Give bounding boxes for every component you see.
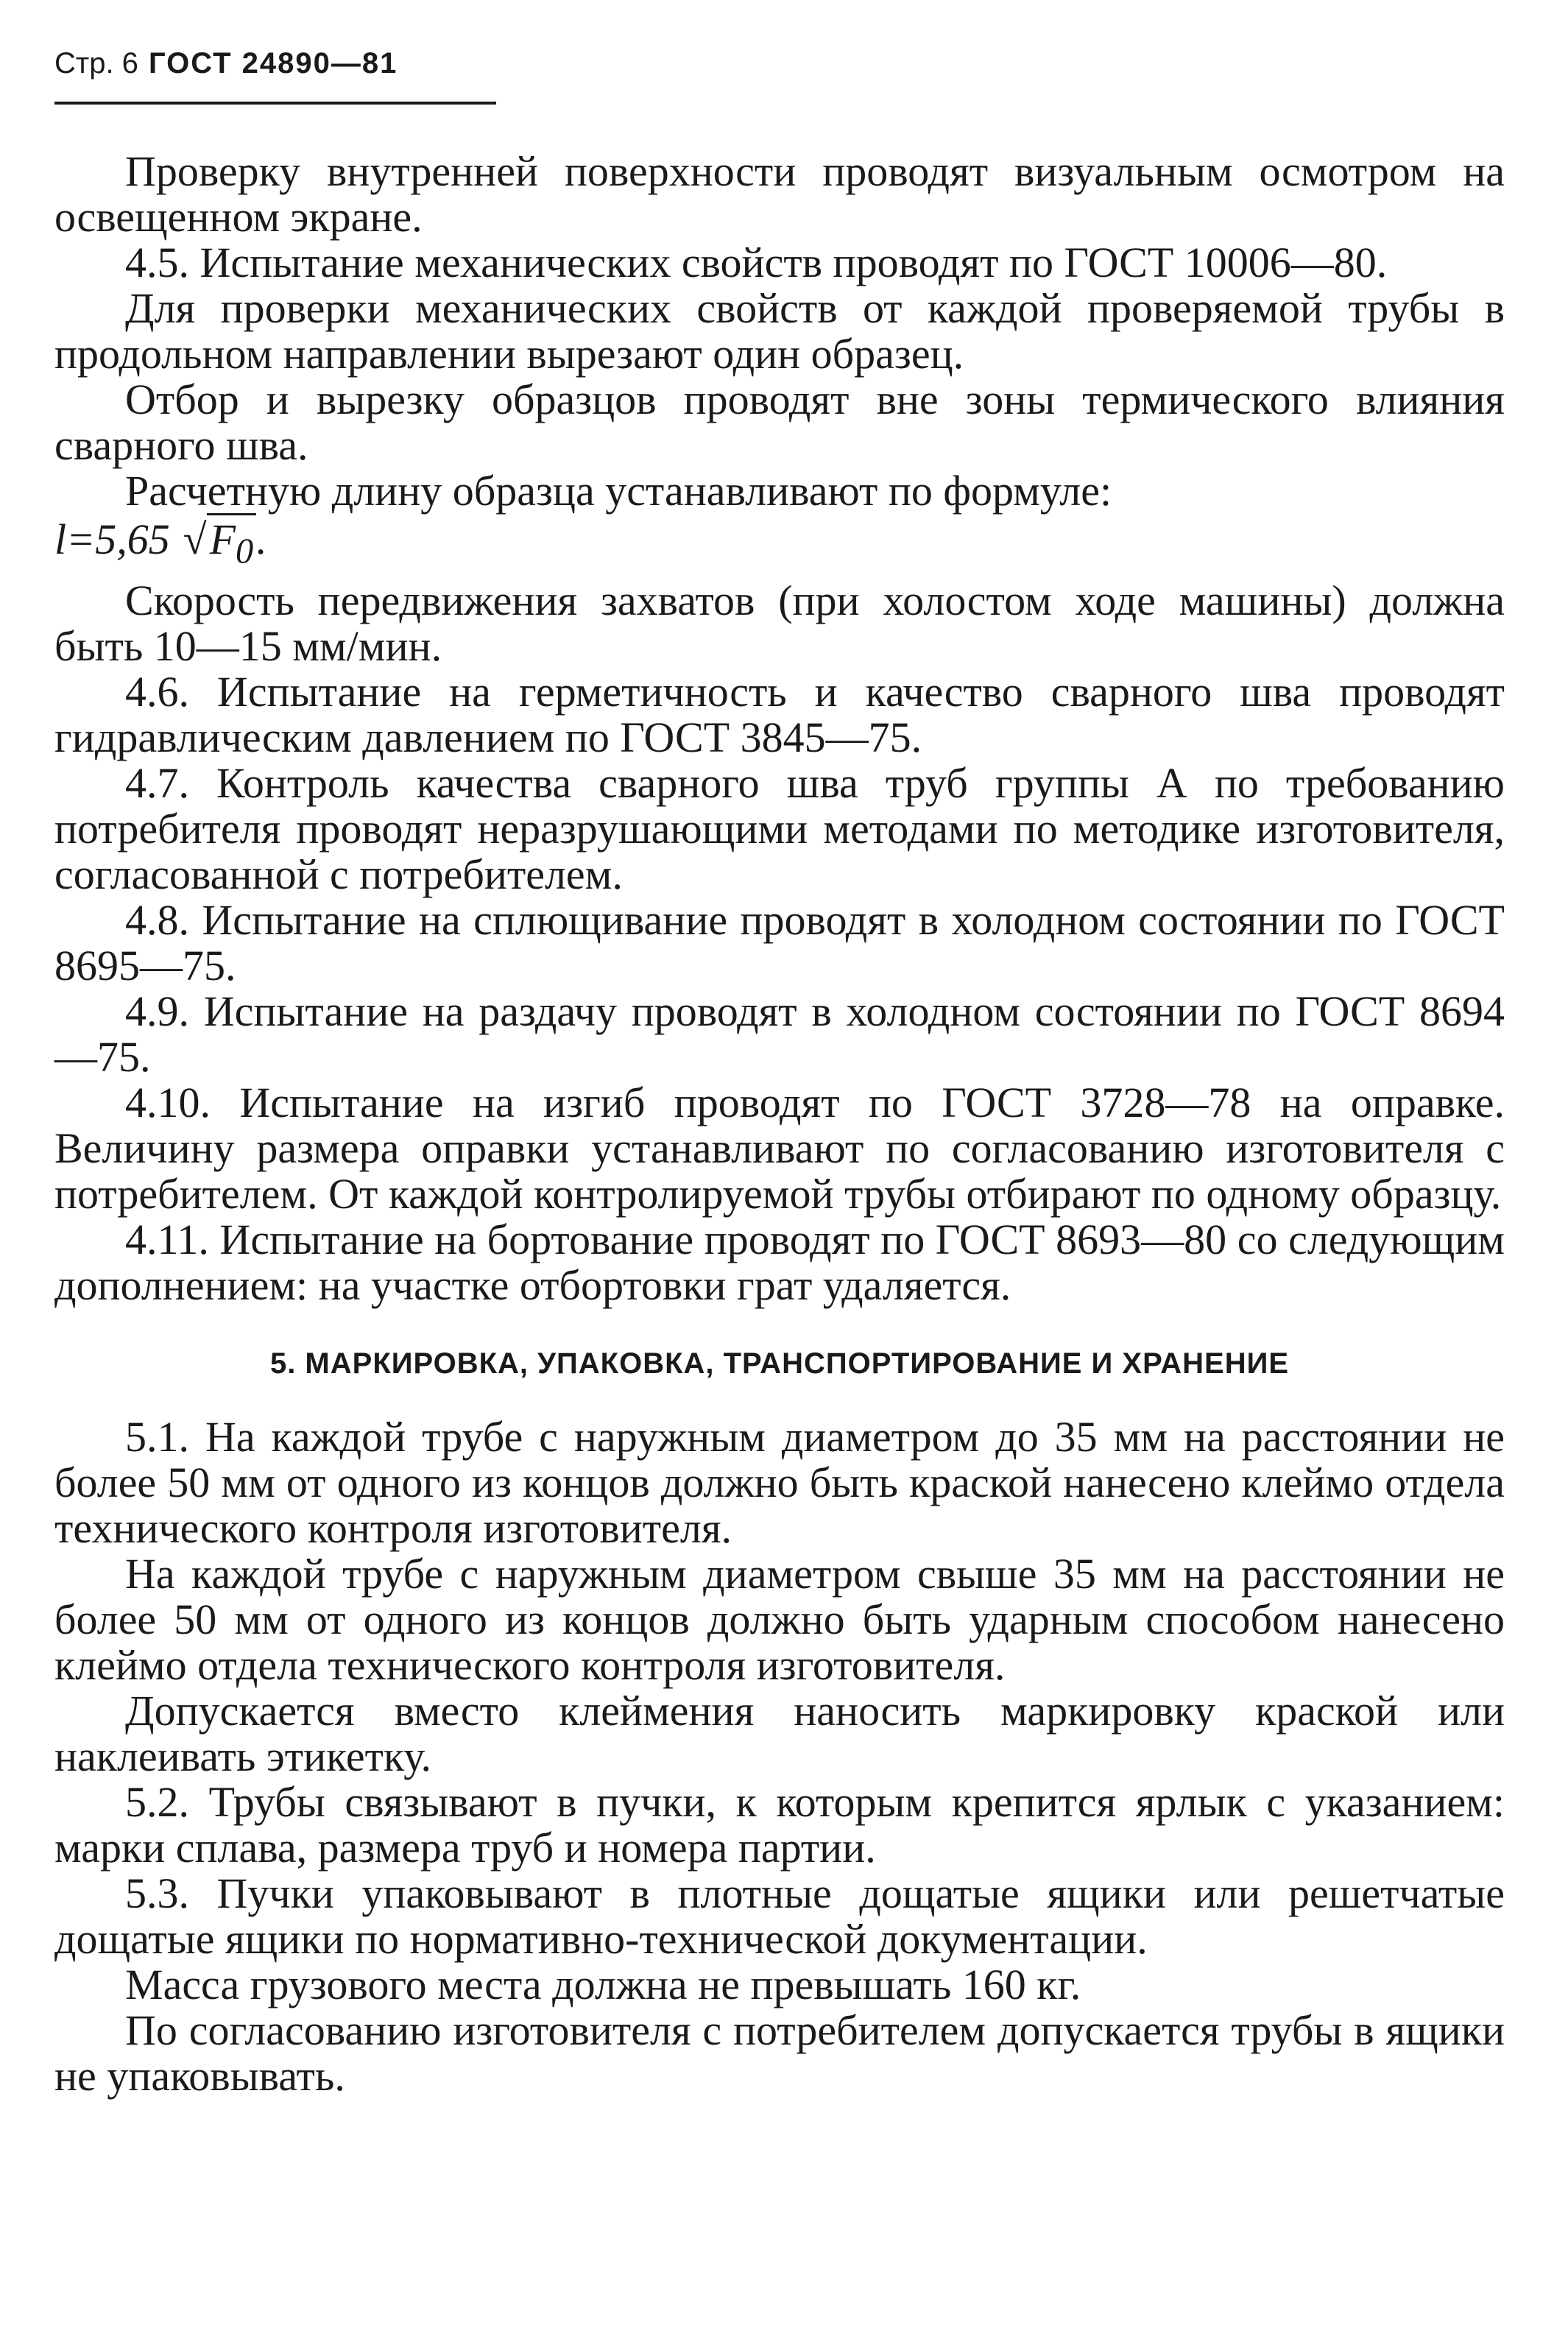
paragraph-4-10: 4.10. Испытание на изгиб проводят по ГОСТ 3728—78 на оправке. Величину размера оправки устанавливают по согласованию изготовителя с потребителем. От каждой контролируемой трубы отбирают по одному образцу. — [54, 1078, 1505, 1218]
paragraph-5-2: 5.2. Трубы связывают в пучки, к которым крепится ярлык с указанием: марки сплава, размера труб и номера партии. — [54, 1777, 1505, 1872]
header-rule — [54, 102, 496, 105]
formula-radicand: F — [209, 515, 236, 563]
paragraph-5-3: 5.3. Пучки упаковывают в плотные дощатые ящики или решетчатые дощатые ящики по нормативно-технической документации. — [54, 1869, 1505, 1963]
standard-code: ГОСТ 24890—81 — [148, 47, 398, 80]
paragraph-4-11: 4.11. Испытание на бортование проводят по ГОСТ 8693—80 со следующим дополнением: на участке отбортовки грат удаляется. — [54, 1215, 1505, 1309]
paragraph-4-8: 4.8. Испытание на сплющивание проводят в холодном состоянии по ГОСТ 8695—75. — [54, 895, 1505, 990]
formula — [54, 514, 1505, 578]
paragraph: Расчетную длину образца устанавливают по формуле: — [125, 467, 1112, 515]
paragraph-4-5: 4.5. Испытание механических свойств проводят по ГОСТ 10006—80. — [125, 239, 1388, 286]
paragraph-4-9: 4.9. Испытание на раздачу проводят в холодном состоянии по ГОСТ 8694—75. — [54, 987, 1505, 1081]
section-title: 5. МАРКИРОВКА, УПАКОВКА, ТРАНСПОРТИРОВАНИЕ И ХРАНЕНИЕ — [269, 1347, 1290, 1380]
body-text — [54, 149, 1505, 2099]
paragraph: Отбор и вырезку образцов проводят вне зоны термического влияния сварного шва. — [54, 375, 1505, 469]
paragraph: Масса грузового места должна не превышать 160 кг. — [125, 1960, 1081, 2008]
paragraph-5-1: 5.1. На каждой трубе с наружным диаметром до 35 мм на расстоянии не более 50 мм от одного из концов должно быть краской нанесено клеймо отдела технического контроля изготовителя. — [54, 1412, 1505, 1552]
page-header — [54, 46, 398, 81]
formula-lhs: l=5,65 — [54, 515, 170, 563]
paragraph: По согласованию изготовителя с потребителем допускается трубы в ящики не упаковывать. — [54, 2006, 1505, 2100]
paragraph: Допускается вместо клеймения наносить маркировку краской или наклеивать этикетку. — [54, 1686, 1505, 1780]
page-number: Стр. 6 — [54, 47, 138, 80]
paragraph: Проверку внутренней поверхности проводят визуальным осмотром на освещенном экране. — [54, 147, 1505, 241]
sqrt-symbol: $√F_0$ — [183, 514, 256, 578]
formula-end: . — [256, 515, 267, 563]
paragraph-4-6: 4.6. Испытание на герметичность и качество сварного шва проводят гидравлическим давлением по ГОСТ 3845—75. — [54, 667, 1505, 761]
formula-subscript: 0 — [236, 532, 254, 571]
paragraph: Для проверки механических свойств от каждой проверяемой трубы в продольном направлении вырезают один образец. — [54, 284, 1505, 378]
paragraph: На каждой трубе с наружным диаметром свыше 35 мм на расстоянии не более 50 мм от одного из концов должно быть ударным способом нанесено клеймо отдела технического контроля изготовителя. — [54, 1549, 1505, 1689]
paragraph-4-7: 4.7. Контроль качества сварного шва труб группы А по требованию потребителя проводят неразрушающими методами по методике изготовителя, согласованной с потребителем. — [54, 758, 1505, 898]
paragraph: Скорость передвижения захватов (при холостом ходе машины) должна быть 10—15 мм/мин. — [54, 576, 1505, 670]
